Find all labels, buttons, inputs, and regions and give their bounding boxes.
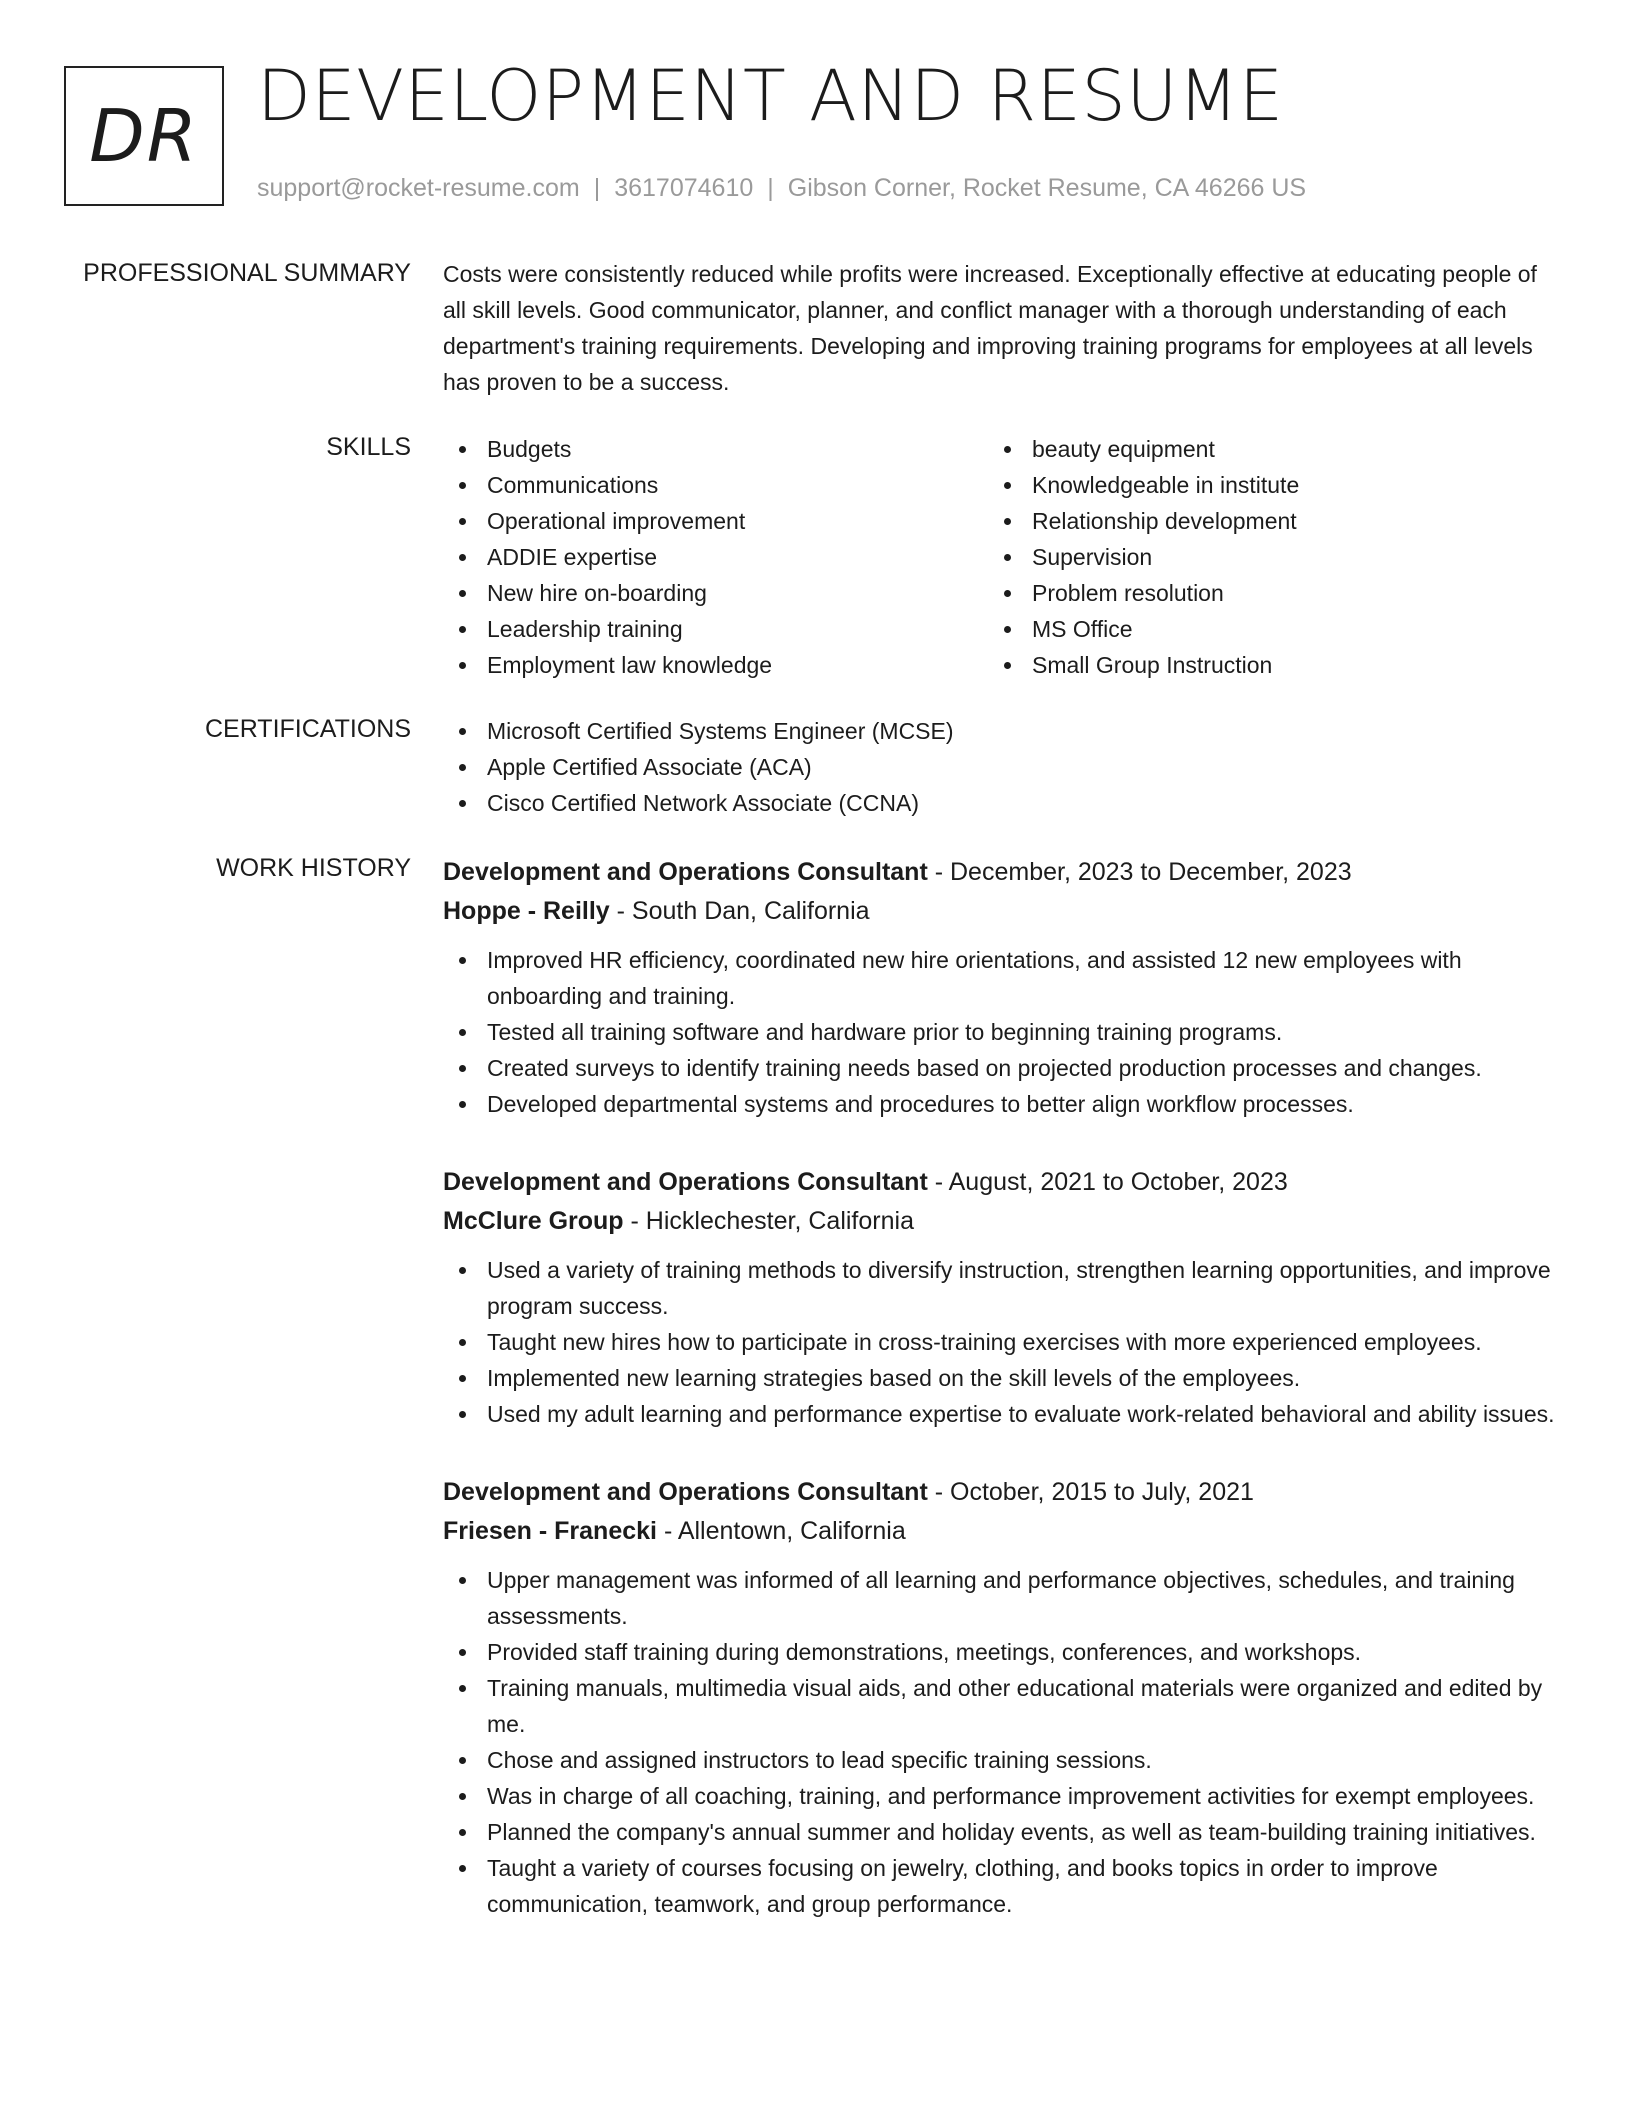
job-bullets xyxy=(443,1252,1563,1432)
summary-heading: PROFESSIONAL SUMMARY xyxy=(83,259,411,287)
job-bullet: Training manuals, multimedia visual aids, and other educational materials were organized and edited by me. xyxy=(443,1670,1563,1742)
job-dates: - August, 2021 to October, 2023 xyxy=(934,1168,1288,1196)
resume-name: DEVELOPMENT AND RESUME xyxy=(257,55,1284,137)
job-bullet: Planned the company's annual summer and holiday events, as well as team-building training initiatives. xyxy=(443,1814,1563,1850)
contact-email[interactable]: support@rocket-resume.com xyxy=(257,174,580,202)
summary-text: Costs were consistently reduced while profits were increased. Exceptionally effective at educating people of all skill levels. Good communicator, planner, and conflict manager with a thorough understanding of each department's training requirements. Developing and improving training programs for employees at all levels has proven to be a success. xyxy=(443,261,1537,395)
job-bullet: Provided staff training during demonstrations, meetings, conferences, and workshops. xyxy=(443,1634,1563,1670)
skills-grid xyxy=(443,431,1563,683)
skill-item: Knowledgeable in institute xyxy=(988,467,1533,503)
certification-item: Microsoft Certified Systems Engineer (MCSE) xyxy=(443,713,1563,749)
job-bullet: Used a variety of training methods to diversify instruction, strengthen learning opportunities, and improve program success. xyxy=(443,1252,1563,1324)
job-title-line xyxy=(443,1162,1563,1202)
job-dates: - December, 2023 to December, 2023 xyxy=(934,858,1352,886)
job-company: Hoppe - Reilly xyxy=(443,897,610,925)
skill-item: beauty equipment xyxy=(988,431,1533,467)
job-title-line xyxy=(443,1472,1563,1512)
skill-item: Operational improvement xyxy=(443,503,988,539)
skill-item: Communications xyxy=(443,467,988,503)
contact-address: Gibson Corner, Rocket Resume, CA 46266 US xyxy=(787,174,1307,202)
job-bullet: Implemented new learning strategies based on the skill levels of the employees. xyxy=(443,1360,1563,1396)
skill-item: MS Office xyxy=(988,611,1533,647)
contact-separator: | xyxy=(767,174,774,202)
contact-separator: | xyxy=(593,174,601,202)
job-company: Friesen - Franecki xyxy=(443,1517,657,1545)
work-history-heading: WORK HISTORY xyxy=(216,854,411,882)
job-bullet: Developed departmental systems and procedures to better align workflow processes. xyxy=(443,1086,1563,1122)
contact-line xyxy=(257,174,1306,203)
skills-list-right xyxy=(988,431,1533,683)
job-title: Development and Operations Consultant xyxy=(443,1168,928,1196)
job-company-line xyxy=(443,1512,1563,1550)
job-bullet: Created surveys to identify training needs based on projected production processes and changes. xyxy=(443,1050,1563,1086)
skill-item: Employment law knowledge xyxy=(443,647,988,683)
job-company-line xyxy=(443,892,1563,930)
job-entry xyxy=(443,1472,1563,1922)
job-bullets xyxy=(443,1562,1563,1922)
job-location: - South Dan, California xyxy=(616,897,870,925)
job-bullet: Used my adult learning and performance expertise to evaluate work-related behavioral and ability issues. xyxy=(443,1396,1563,1432)
job-title-line xyxy=(443,852,1563,892)
job-bullet: Taught a variety of courses focusing on jewelry, clothing, and books topics in order to improve communication, teamwork, and group performance. xyxy=(443,1850,1563,1922)
job-bullet: Tested all training software and hardware prior to beginning training programs. xyxy=(443,1014,1563,1050)
job-location: - Hicklechester, California xyxy=(630,1207,914,1235)
job-entry xyxy=(443,1162,1563,1432)
job-location: - Allentown, California xyxy=(663,1517,906,1545)
job-bullet: Was in charge of all coaching, training, and performance improvement activities for exempt employees. xyxy=(443,1778,1563,1814)
certifications-heading: CERTIFICATIONS xyxy=(204,715,411,743)
job-bullet: Taught new hires how to participate in cross-training exercises with more experienced employees. xyxy=(443,1324,1563,1360)
job-bullet: Chose and assigned instructors to lead specific training sessions. xyxy=(443,1742,1563,1778)
skill-item: Leadership training xyxy=(443,611,988,647)
job-dates: - October, 2015 to July, 2021 xyxy=(934,1478,1254,1506)
skill-item: Small Group Instruction xyxy=(988,647,1533,683)
job-entry xyxy=(443,852,1563,1122)
skills-heading: SKILLS xyxy=(326,433,411,461)
job-bullets xyxy=(443,942,1563,1122)
job-company: McClure Group xyxy=(443,1207,624,1235)
skill-item: Supervision xyxy=(988,539,1533,575)
job-bullet: Upper management was informed of all learning and performance objectives, schedules, and training assessments. xyxy=(443,1562,1563,1634)
job-bullet: Improved HR efficiency, coordinated new hire orientations, and assisted 12 new employees with onboarding and training. xyxy=(443,942,1563,1014)
skills-list-left xyxy=(443,431,988,683)
job-company-line xyxy=(443,1202,1563,1240)
skill-item: ADDIE expertise xyxy=(443,539,988,575)
monogram-logo: DR xyxy=(64,66,224,206)
skill-item: New hire on-boarding xyxy=(443,575,988,611)
contact-phone[interactable]: 3617074610 xyxy=(614,174,754,202)
skill-item: Problem resolution xyxy=(988,575,1533,611)
job-title: Development and Operations Consultant xyxy=(443,1478,928,1506)
certifications-list xyxy=(443,713,1563,821)
work-history-body xyxy=(443,852,1563,1962)
certification-item: Apple Certified Associate (ACA) xyxy=(443,749,1563,785)
certification-item: Cisco Certified Network Associate (CCNA) xyxy=(443,785,1563,821)
job-title: Development and Operations Consultant xyxy=(443,858,928,886)
certifications-body xyxy=(443,713,1563,821)
skill-item: Relationship development xyxy=(988,503,1533,539)
skill-item: Budgets xyxy=(443,431,988,467)
